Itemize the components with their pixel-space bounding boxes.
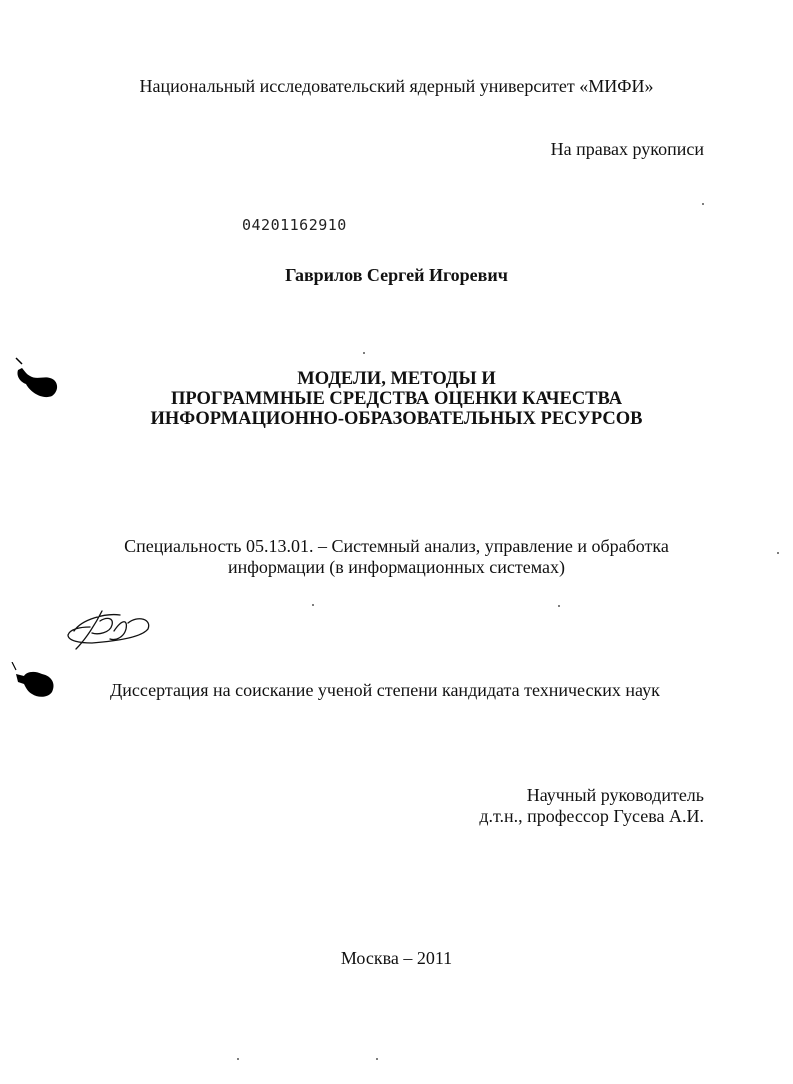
scan-speck [312,604,314,606]
specialty-line-1: Специальность 05.13.01. – Системный анализ, управление и обработка [124,536,669,556]
scan-speck [777,552,779,554]
university-name: Национальный исследовательский ядерный университет «МИФИ» [139,76,654,96]
scan-speck [702,203,704,205]
document-number: 04201162910 [242,216,347,234]
dissertation-note: Диссертация на соискание ученой степени кандидата технических наук [110,680,660,700]
punch-hole-mark-top [12,356,60,406]
scan-speck [376,1058,378,1060]
city-year: Москва – 2011 [340,948,453,968]
scan-speck [558,605,560,607]
advisor-role: Научный руководитель [526,785,704,805]
author-name: Гаврилов Сергей Игоревич [285,265,508,285]
thesis-title-line-2: ПРОГРАММНЫЕ СРЕДСТВА ОЦЕНКИ КАЧЕСТВА [170,389,623,409]
specialty-line-2: информации (в информационных системах) [227,557,566,577]
scan-speck [237,1058,239,1060]
scan-speck [363,352,365,354]
manuscript-note: На правах рукописи [550,139,704,159]
advisor-name: д.т.н., профессор Гусева А.И. [479,806,704,826]
punch-hole-mark-bottom [10,662,60,702]
thesis-title-line-1: МОДЕЛИ, МЕТОДЫ И [297,369,496,389]
thesis-title-line-3: ИНФОРМАЦИОННО-ОБРАЗОВАТЕЛЬНЫХ РЕСУРСОВ [150,409,643,429]
signature [62,605,158,653]
